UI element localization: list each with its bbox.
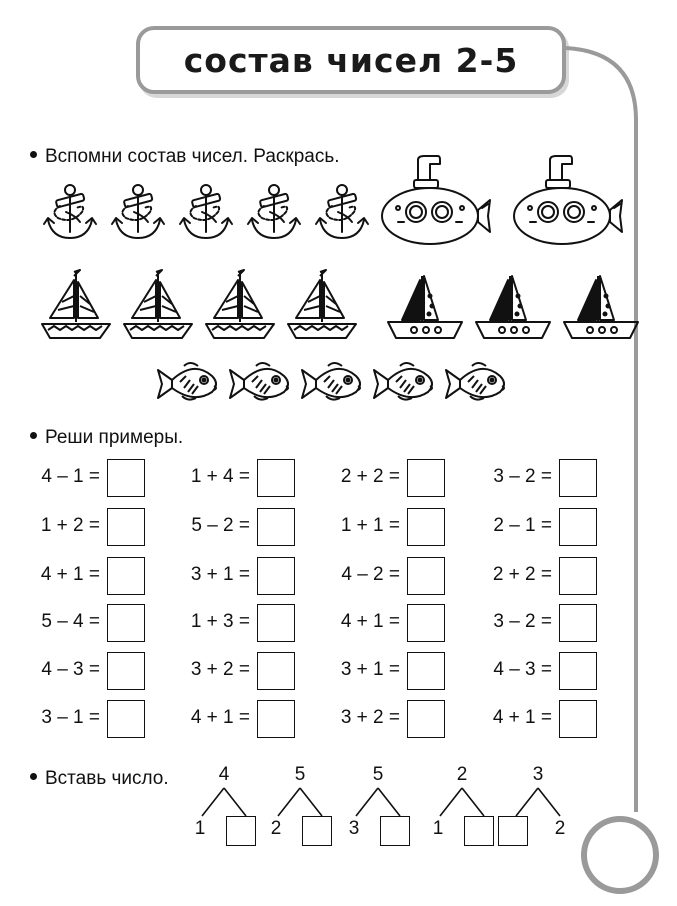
example-expression: 4 + 1 = xyxy=(492,707,552,728)
example-expression: 4 + 1 = xyxy=(340,611,400,632)
answer-box[interactable] xyxy=(257,459,295,497)
answer-box[interactable] xyxy=(559,459,597,497)
answer-box[interactable] xyxy=(257,508,295,546)
example-expression: 1 + 2 = xyxy=(40,515,100,536)
sailboat-picture[interactable] xyxy=(40,266,112,342)
tree-right-answer-box[interactable] xyxy=(302,816,332,846)
anchor-picture[interactable] xyxy=(178,182,238,248)
answer-box[interactable] xyxy=(257,604,295,642)
tree-top-number: 5 xyxy=(294,764,306,785)
answer-box[interactable] xyxy=(107,508,145,546)
example-expression: 4 – 2 = xyxy=(341,564,400,585)
section-heading-solve xyxy=(30,427,183,449)
answer-box[interactable] xyxy=(107,557,145,595)
page-title: состав чисел 2-5 xyxy=(183,40,519,80)
answer-box[interactable] xyxy=(407,604,445,642)
submarine-picture[interactable] xyxy=(510,150,626,260)
section-heading-text: Реши примеры. xyxy=(45,427,184,448)
fish-picture[interactable] xyxy=(226,358,292,406)
tree-branches xyxy=(508,786,568,820)
answer-box[interactable] xyxy=(107,700,145,738)
tree-left-number: 2 xyxy=(270,818,282,839)
fish-picture[interactable] xyxy=(442,358,508,406)
tree-top-number: 5 xyxy=(372,764,384,785)
steamboat-picture[interactable] xyxy=(560,272,642,342)
answer-box[interactable] xyxy=(257,652,295,690)
example-expression: 4 + 1 = xyxy=(40,564,100,585)
example-expression: 5 – 4 = xyxy=(41,611,100,632)
tree-branches xyxy=(432,786,492,820)
tree-right-answer-box[interactable] xyxy=(464,816,494,846)
bullet-icon xyxy=(30,773,37,780)
answer-box[interactable] xyxy=(257,700,295,738)
example-expression: 2 – 1 = xyxy=(493,515,552,536)
answer-box[interactable] xyxy=(407,700,445,738)
answer-box[interactable] xyxy=(107,459,145,497)
fish-picture[interactable] xyxy=(154,358,220,406)
section-heading-insert xyxy=(30,768,169,790)
answer-box[interactable] xyxy=(407,508,445,546)
anchor-picture[interactable] xyxy=(42,182,102,248)
sailboat-picture[interactable] xyxy=(204,266,276,342)
answer-box[interactable] xyxy=(257,557,295,595)
example-expression: 4 – 3 = xyxy=(493,659,552,680)
answer-box[interactable] xyxy=(107,652,145,690)
example-expression: 1 + 1 = xyxy=(340,515,400,536)
example-expression: 3 + 2 = xyxy=(190,659,250,680)
anchor-picture[interactable] xyxy=(110,182,170,248)
answer-box[interactable] xyxy=(407,652,445,690)
section-heading-color xyxy=(30,146,340,168)
steamboat-picture[interactable] xyxy=(472,272,554,342)
sailboat-picture[interactable] xyxy=(122,266,194,342)
tree-right-answer-box[interactable] xyxy=(226,816,256,846)
anchor-picture[interactable] xyxy=(246,182,306,248)
tree-branches xyxy=(348,786,408,820)
fish-picture[interactable] xyxy=(370,358,436,406)
answer-box[interactable] xyxy=(559,652,597,690)
example-expression: 1 + 4 = xyxy=(190,466,250,487)
example-expression: 3 – 2 = xyxy=(493,466,552,487)
sailboat-picture[interactable] xyxy=(286,266,358,342)
example-expression: 5 – 2 = xyxy=(191,515,250,536)
example-expression: 4 + 1 = xyxy=(190,707,250,728)
steamboat-picture[interactable] xyxy=(384,272,466,342)
answer-box[interactable] xyxy=(559,604,597,642)
example-expression: 1 + 3 = xyxy=(190,611,250,632)
tree-branches xyxy=(194,786,254,820)
bullet-icon xyxy=(30,151,37,158)
fish-picture[interactable] xyxy=(298,358,364,406)
tree-top-number: 4 xyxy=(218,764,230,785)
decorative-circle xyxy=(584,819,656,891)
tree-top-number: 3 xyxy=(532,764,544,785)
example-expression: 3 + 2 = xyxy=(340,707,400,728)
answer-box[interactable] xyxy=(407,557,445,595)
anchor-picture[interactable] xyxy=(314,182,374,248)
example-expression: 3 – 1 = xyxy=(41,707,100,728)
tree-left-number: 1 xyxy=(432,818,444,839)
example-expression: 3 – 2 = xyxy=(493,611,552,632)
answer-box[interactable] xyxy=(107,604,145,642)
section-heading-text: Вставь число. xyxy=(45,768,169,789)
tree-left-answer-box[interactable] xyxy=(498,816,528,846)
answer-box[interactable] xyxy=(559,700,597,738)
example-expression: 3 + 1 = xyxy=(340,659,400,680)
example-expression: 2 + 2 = xyxy=(340,466,400,487)
tree-left-number: 1 xyxy=(194,818,206,839)
answer-box[interactable] xyxy=(407,459,445,497)
example-expression: 4 – 1 = xyxy=(41,466,100,487)
tree-right-number: 2 xyxy=(554,818,566,839)
tree-branches xyxy=(270,786,330,820)
answer-box[interactable] xyxy=(559,508,597,546)
example-expression: 3 + 1 = xyxy=(190,564,250,585)
example-expression: 2 + 2 = xyxy=(492,564,552,585)
tree-top-number: 2 xyxy=(456,764,468,785)
answer-box[interactable] xyxy=(559,557,597,595)
example-expression: 4 – 3 = xyxy=(41,659,100,680)
bullet-icon xyxy=(30,432,37,439)
tree-left-number: 3 xyxy=(348,818,360,839)
tree-right-answer-box[interactable] xyxy=(380,816,410,846)
section-heading-text: Вспомни состав чисел. Раскрась. xyxy=(45,146,340,167)
submarine-picture[interactable] xyxy=(378,150,494,260)
